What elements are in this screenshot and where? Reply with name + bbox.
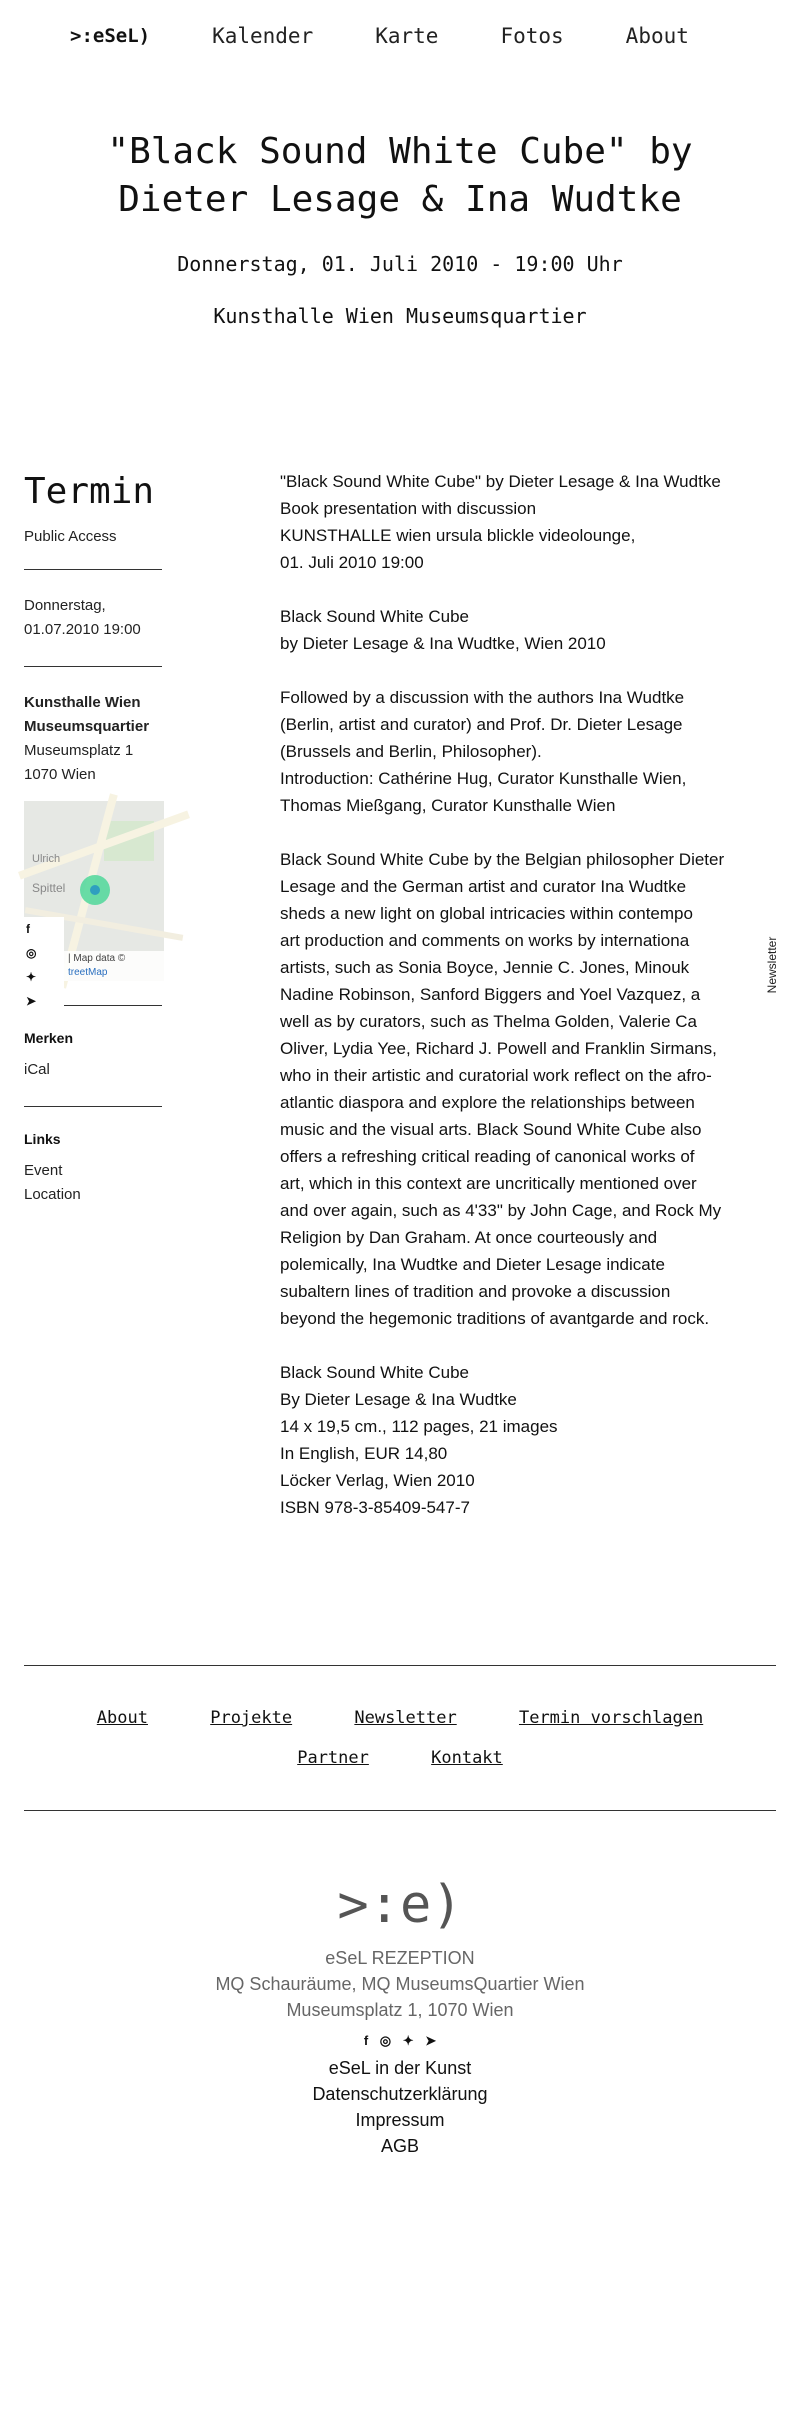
ical-link[interactable]: iCal xyxy=(24,1061,50,1078)
nav-karte[interactable]: Karte xyxy=(375,24,439,48)
text-line: "Black Sound White Cube" by Dieter Lesage & Ina Wudtke xyxy=(280,472,721,491)
text-line: In English, EUR 14,80 xyxy=(280,1444,448,1463)
instagram-icon[interactable]: ◎ xyxy=(379,2033,392,2048)
termin-date xyxy=(24,594,164,642)
text-line: 14 x 19,5 cm., 112 pages, 21 images xyxy=(280,1417,558,1436)
twitter-icon[interactable]: ✦ xyxy=(402,2033,414,2048)
access-label: Public Access xyxy=(24,528,117,545)
event-title: "Black Sound White Cube" by Dieter Lesage & Ina Wudtke xyxy=(107,131,693,220)
twitter-icon[interactable]: ✦ xyxy=(26,970,37,984)
text-line: Followed by a discussion with the authors Ina Wudtke xyxy=(280,688,685,707)
text-line: Black Sound White Cube xyxy=(280,1363,469,1382)
footer-address: Museumsplatz 1, 1070 Wien xyxy=(286,2000,514,2020)
footer-nav-row xyxy=(24,1698,776,1738)
text-line: Nadine Robinson, Sanford Biggers and Yoel Vazquez, a xyxy=(280,985,701,1004)
footer-agb-link[interactable]: AGB xyxy=(380,2136,419,2156)
text-line: Book presentation with discussion xyxy=(280,499,537,518)
text-line: atlantic diaspora and explore the relationships between xyxy=(280,1093,695,1112)
termin-date-line: Donnerstag, xyxy=(24,597,106,614)
event-header xyxy=(0,128,800,328)
map-district-label: Spittel xyxy=(32,881,66,895)
event-date: Donnerstag, 01. Juli 2010 - 19:00 Uhr xyxy=(177,252,623,276)
nav-fotos[interactable]: Fotos xyxy=(500,24,564,48)
top-navigation xyxy=(70,20,690,52)
text-line: well as by curators, such as Thelma Golden, Valerie Ca xyxy=(280,1012,698,1031)
links-heading: Links xyxy=(24,1131,61,1147)
footer-newsletter-link[interactable]: Newsletter xyxy=(354,1708,457,1728)
text-line: ISBN 978-3-85409-547-7 xyxy=(280,1498,470,1517)
location-link[interactable]: Location xyxy=(24,1186,81,1203)
newsletter-tab-label: Newsletter xyxy=(765,936,779,994)
intro-paragraph xyxy=(280,468,780,576)
map-street-label: Ulrich xyxy=(32,853,61,865)
nav-about[interactable]: About xyxy=(625,24,689,48)
footer-about-link[interactable]: About xyxy=(96,1708,148,1728)
footer-impressum-link[interactable]: Impressum xyxy=(355,2110,445,2130)
text-line: art, which in this context are uncritically mentioned over xyxy=(280,1174,697,1193)
newsletter-tab[interactable] xyxy=(760,924,784,1014)
merken-heading: Merken xyxy=(24,1030,74,1046)
event-link[interactable]: Event xyxy=(24,1162,63,1179)
text-line: Oliver, Lydia Yee, Richard J. Powell and Franklin Sirmans, xyxy=(280,1039,717,1058)
floating-social-bar xyxy=(24,917,64,1013)
discussion-paragraph xyxy=(280,684,780,819)
divider xyxy=(24,666,162,667)
footer-divider xyxy=(24,1665,776,1666)
location-name[interactable]: Kunsthalle Wien xyxy=(24,694,141,711)
text-line: By Dieter Lesage & Ina Wudtke xyxy=(280,1390,517,1409)
footer-logo[interactable]: >:e) xyxy=(337,1875,463,1935)
book-paragraph xyxy=(280,603,780,657)
termin-sidebar xyxy=(24,470,164,1207)
footer-projekte-link[interactable]: Projekte xyxy=(210,1708,293,1728)
footer-esel-kunst-link[interactable]: eSeL in der Kunst xyxy=(328,2058,472,2078)
footer-termin-vorschlagen-link[interactable]: Termin vorschlagen xyxy=(518,1708,704,1728)
termin-location xyxy=(24,691,164,787)
map-attribution-link[interactable]: treetMap xyxy=(68,967,108,978)
text-line: and over again, such as 4'33" by John Cage, and Rock My xyxy=(280,1201,722,1220)
text-line: by Dieter Lesage & Ina Wudtke, Wien 2010 xyxy=(280,634,606,653)
site-logo[interactable]: >:eSeL) xyxy=(70,25,151,47)
text-line: (Berlin, artist and curator) and Prof. Dr. Dieter Lesage xyxy=(280,715,683,734)
text-line: Löcker Verlag, Wien 2010 xyxy=(280,1471,475,1490)
facebook-icon[interactable]: f xyxy=(363,2033,369,2048)
footer-divider xyxy=(24,1810,776,1811)
divider xyxy=(24,1106,162,1107)
text-line: music and the visual arts. Black Sound White Cube also xyxy=(280,1120,702,1139)
location-city: 1070 Wien xyxy=(24,766,96,783)
telegram-icon[interactable]: ➤ xyxy=(26,994,37,1008)
text-line: KUNSTHALLE wien ursula blickle videolounge, xyxy=(280,526,636,545)
map-attribution-text: | Map data © xyxy=(68,953,126,964)
location-street: Museumsplatz 1 xyxy=(24,742,134,759)
text-line: Introduction: Cathérine Hug, Curator Kunsthalle Wien, xyxy=(280,769,687,788)
telegram-icon[interactable]: ➤ xyxy=(425,2033,437,2048)
event-venue: Kunsthalle Wien Museumsquartier xyxy=(213,304,587,328)
text-line: artists, such as Sonia Boyce, Jennie C. Jones, Minouk xyxy=(280,958,690,977)
text-line: 01. Juli 2010 19:00 xyxy=(280,553,424,572)
footer-place: MQ Schauräume, MQ MuseumsQuartier Wien xyxy=(215,1974,585,1994)
text-line: sheds a new light on global intricacies within contempo xyxy=(280,904,693,923)
location-name-2[interactable]: Museumsquartier xyxy=(24,718,150,735)
footer-navigation xyxy=(24,1698,776,1778)
text-line: Religion by Dan Graham. At once courteously and xyxy=(280,1228,658,1247)
text-line: (Brussels and Berlin, Philosopher). xyxy=(280,742,542,761)
instagram-icon[interactable]: ◎ xyxy=(26,946,37,960)
nav-kalender[interactable]: Kalender xyxy=(212,24,314,48)
termin-heading: Termin xyxy=(24,471,155,512)
footer-kontakt-link[interactable]: Kontakt xyxy=(431,1748,503,1768)
footer-info xyxy=(0,1875,800,2159)
footer-datenschutz-link[interactable]: Datenschutzerklärung xyxy=(312,2084,488,2104)
text-line: Thomas Mießgang, Curator Kunsthalle Wien xyxy=(280,796,616,815)
location-map[interactable] xyxy=(24,801,164,1008)
text-line: Lesage and the German artist and curator Ina Wudtke xyxy=(280,877,687,896)
description-paragraph xyxy=(280,846,780,1332)
footer-social xyxy=(0,2033,800,2049)
footer-nav-row xyxy=(24,1738,776,1778)
text-line: Black Sound White Cube by the Belgian philosopher Dieter xyxy=(280,850,725,869)
termin-date-time: 01.07.2010 19:00 xyxy=(24,621,141,638)
facebook-icon[interactable]: f xyxy=(26,922,30,936)
text-line: beyond the hegemonic traditions of avantgarde and rock. xyxy=(280,1309,710,1328)
text-line: offers a refreshing critical reading of canonical works of xyxy=(280,1147,695,1166)
footer-partner-link[interactable]: Partner xyxy=(297,1748,369,1768)
text-line: who in their artistic and curatorial work reflect on the afro- xyxy=(280,1066,712,1085)
footer-org: eSeL REZEPTION xyxy=(325,1948,475,1968)
text-line: polemically, Ina Wudtke and Dieter Lesage indicate xyxy=(280,1255,665,1274)
text-line: subaltern lines of tradition and provoke a discussion xyxy=(280,1282,671,1301)
event-description xyxy=(280,468,780,1548)
text-line: art production and comments on works by internationa xyxy=(280,931,690,950)
book-details xyxy=(280,1359,780,1521)
text-line: Black Sound White Cube xyxy=(280,607,469,626)
map-marker-center xyxy=(90,885,100,895)
divider xyxy=(24,569,162,570)
